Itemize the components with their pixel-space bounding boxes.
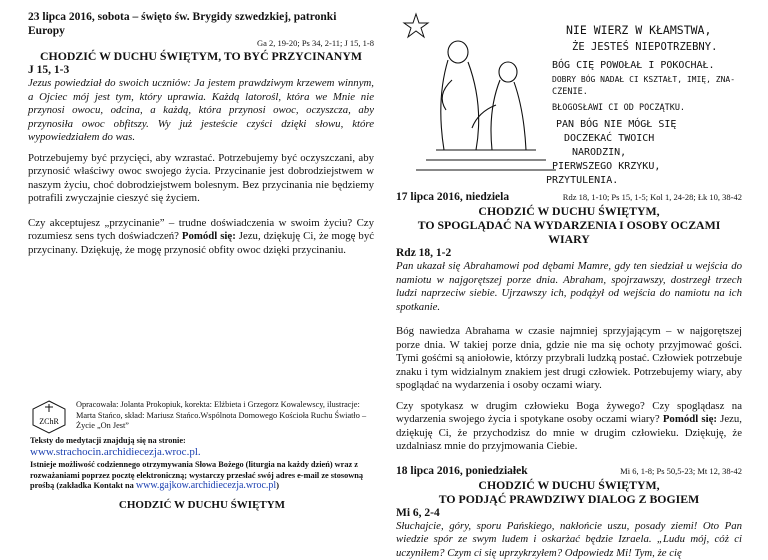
handwriting-line: BÓG CIĘ POWOŁAŁ I POKOCHAŁ. bbox=[552, 58, 715, 71]
handwriting-line: NIE WIERZ W KŁAMSTWA, bbox=[566, 23, 711, 37]
footer bbox=[30, 400, 374, 510]
footer-url-gajkow[interactable]: www.gajkow.archidiecezja.wroc.pl bbox=[136, 480, 276, 491]
zchr-logo-icon bbox=[30, 400, 68, 434]
day2-refs: Mi 6, 1-8; Ps 50,5-23; Mt 12, 38-42 bbox=[620, 466, 742, 476]
left-day-title: CHODZIĆ W DUCHU ŚWIĘTYM, TO BYĆ PRZYCINANYM bbox=[28, 49, 374, 63]
handwriting-line: NARODZIN, bbox=[572, 147, 626, 158]
left-gospel-text: Jezus powiedział do swoich uczniów: Ja jestem prawdziwym krzewem winnym, a Ojciec mój jest tym, który uprawia. Każdą latorośl, która we Mnie nie przynosi owocu, odcina, a każdą, która przynosi owoc, oczyszcza, aby przynosiła owoc obfitszy. Wy już jesteście czyści dzięki słowu, które wypowiedziałem do was. bbox=[28, 77, 374, 145]
handwriting-line: PAN BÓG NIE MÓGŁ SIĘ bbox=[556, 117, 676, 130]
footer-notice: Istnieje możliwość codziennego otrzymywania Słowa Bożego (liturgia na każdy dzień) wraz z rozważaniami poprzez pocztę elektroniczną; wystarczy przesłać swój adres e-mail ze stosowną prośbą (zakładka Kontakt na bbox=[30, 460, 363, 490]
day2-title-line1: CHODZIĆ W DUCHU ŚWIĘTYM, bbox=[396, 478, 742, 492]
handwriting-line: CZENIE. bbox=[552, 87, 588, 97]
footer-credits: Opracowała: Jolanta Prokopiuk, korekta: Elżbieta i Grzegorz Kowalewscy, ilustracje: Marta Stańco, skład: Mariusz Stańco.Wspólnota Domowego Kościoła Ruchu Światło – Życie „On Jest” bbox=[76, 400, 374, 434]
day2-date: 18 lipca 2016, poniedziałek bbox=[396, 464, 528, 478]
left-day-date: 23 lipca 2016, sobota – święto św. Brygidy szwedzkiej, patronki Europy bbox=[28, 10, 374, 38]
day1-date: 17 lipca 2016, niedziela bbox=[396, 190, 509, 204]
day2-title-line2: TO PODJĄĆ PRAWDZIWY DIALOG Z BOGIEM bbox=[396, 492, 742, 506]
footer-url-dot: . bbox=[198, 446, 201, 458]
day1-refs: Rdz 18, 1-10; Ps 15, 1-5; Kol 1, 24-28; Łk 10, 38-42 bbox=[563, 192, 742, 202]
day2-scripture-text: Słuchajcie, góry, sporu Pańskiego, nakłońcie uszu, posady ziemi! Oto Pan wiedzie spór ze swym ludem i oskarżać będzie Izraela. „Ludu mój, cóż ci uczyniłem? Czym ci się uprzykrzyłem? Odpowiedz Mi! Tym, że cię bbox=[396, 520, 742, 560]
left-reflection: Potrzebujemy być przycięci, aby wzrastać. Potrzebujemy być oczyszczani, aby przynosić właściwy owoc swojego życia. Przycinanie jest dobrodziejstwem w naszym życiu, choć dobrodziejstwem bolesnym. Bez przycinania nie będziemy potrafili zwyczajnie cieszyć się życiem. bbox=[28, 152, 374, 206]
left-day-refs: Ga 2, 19-20; Ps 34, 2-11; J 15, 1-8 bbox=[28, 38, 374, 49]
footer-texts-label: Teksty do medytacji znajdują się na stronie: bbox=[30, 436, 186, 445]
figures-drawing bbox=[416, 41, 556, 170]
day1-title-line2: TO SPOGLĄDAĆ NA WYDARZENIA I OSOBY OCZAMI WIARY bbox=[396, 218, 742, 246]
logo-text: ZChR bbox=[39, 417, 59, 426]
day1-title-line1: CHODZIĆ W DUCHU ŚWIĘTYM, bbox=[396, 204, 742, 218]
left-prayer-question: Czy akceptujesz „przycinanie” – trudne doświadczenia w swoim życiu? Czy rozumiesz sens tych doświadczeń? bbox=[28, 217, 374, 243]
footer-url-strachocin[interactable]: www.strachocin.archidiecezja.wroc.pl bbox=[30, 446, 198, 458]
handwriting-line: DOBRY BÓG NADAŁ CI KSZTAŁT, IMIĘ, ZNA- bbox=[552, 73, 735, 84]
day1-prayer-question: Czy spotykasz w drugim człowieku Boga żywego? Czy spoglądasz na wydarzenia swojego życia i spotykane osoby oczami wiary? bbox=[396, 400, 742, 426]
footer-closing-title: CHODZIĆ W DUCHU ŚWIĘTYM bbox=[30, 500, 374, 511]
day1-reflection: Bóg nawiedza Abrahama w czasie najmniej sprzyjającym – w najgorętszej porze dnia. W takiej porze dnia, gdzie nie ma się ochoty przyjmować gości. Tymi gośćmi są aniołowie, którzy przybrali ludzką postać. Człowiek potrzebuje znaku i tym widzialnym znakiem jest drugi człowiek. Potrzebujemy wiary, aby spoglądać na wydarzenia i osoby oczami wiary. bbox=[396, 325, 742, 393]
right-column bbox=[396, 190, 742, 560]
left-gospel-ref: J 15, 1-3 bbox=[28, 63, 374, 77]
left-prayer bbox=[28, 217, 374, 258]
handwriting-line: ŻE JESTEŚ NIEPOTRZEBNY. bbox=[572, 40, 717, 53]
footer-notice-end: ) bbox=[276, 481, 279, 490]
star-icon bbox=[404, 14, 428, 37]
day1-scripture-ref: Rdz 18, 1-2 bbox=[396, 246, 742, 260]
day1-scripture-text: Pan ukazał się Abrahamowi pod dębami Mamre, gdy ten siedział u wejścia do namiotu w najgorętszej porze dnia. Abraham, spojrzawszy, dostrzegł trzech ludzi naprzeciw siebie. Ujrzawszy ich, podążył od wejścia do namiotu na ich spotkanie. bbox=[396, 260, 742, 314]
illustration bbox=[396, 10, 742, 188]
day1-prayer bbox=[396, 400, 742, 454]
handwriting-line: PIERWSZEGO KRZYKU, bbox=[552, 161, 660, 172]
handwriting-line: BŁOGOSŁAWI CI OD POCZĄTKU. bbox=[552, 103, 685, 113]
handwriting-line: DOCZEKAĆ TWOICH bbox=[564, 131, 654, 144]
handwriting-line: PRZYTULENIA. bbox=[546, 175, 618, 186]
day2-scripture-ref: Mi 6, 2-4 bbox=[396, 506, 742, 520]
left-prayer-text: Jezu, dziękuję Ci, że mogę być przycinany. Dziękuję, że mogę przynosić obfity owoc dzięki przycinaniu. bbox=[28, 230, 374, 256]
day1-prayer-label: Pomódl się: bbox=[663, 413, 717, 425]
left-column bbox=[28, 10, 374, 257]
left-prayer-label: Pomódl się: bbox=[182, 230, 236, 242]
day1-prayer-text: Jezu, dziękuję Ci, że przychodzisz do mnie w drugim człowieku. Dziękuję, że uzdalniasz mnie do przyjmowania Ciebie. bbox=[396, 413, 742, 452]
